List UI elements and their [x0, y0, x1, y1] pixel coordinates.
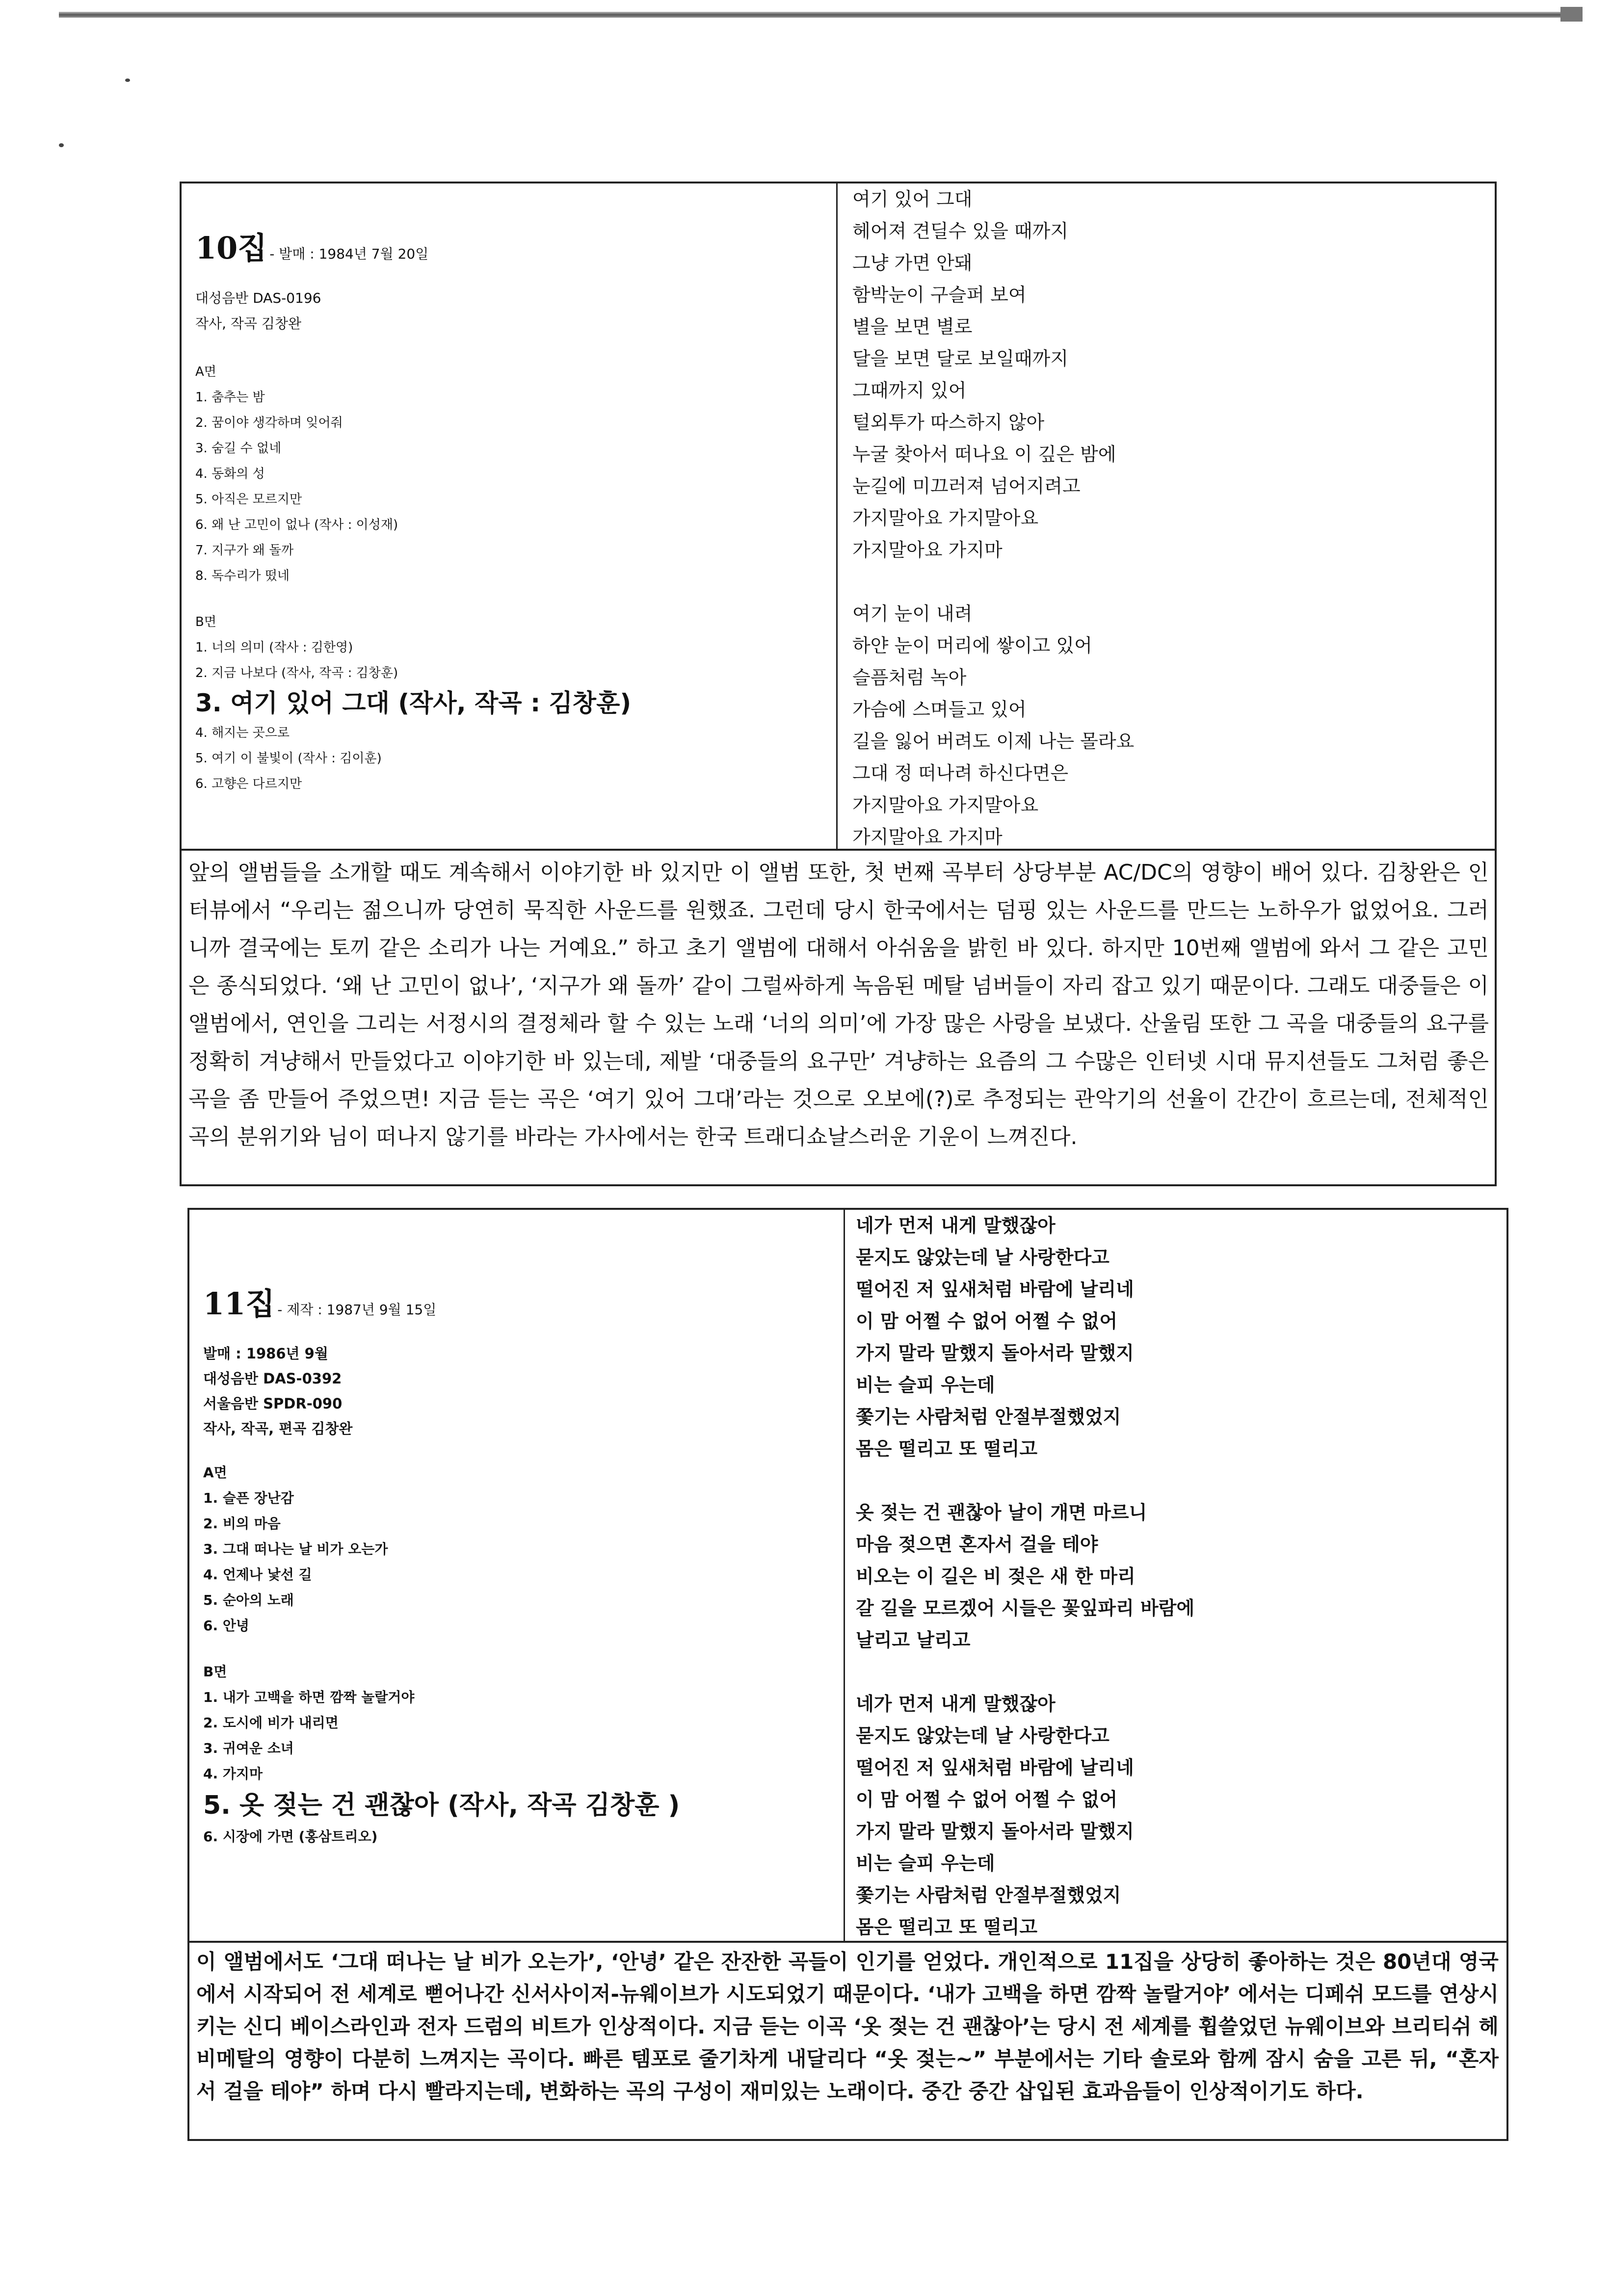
side-a-label: A면	[203, 1464, 227, 1481]
track-item: 3. 그대 떠나는 날 비가 오는가	[203, 1541, 388, 1557]
track-item: 6. 시장에 가면 (홍삼트리오)	[203, 1828, 378, 1845]
album-11-lyrics	[841, 1210, 1506, 1943]
lyric-line: 가지말아요 가지말아요	[852, 507, 1039, 529]
lyric-line: 가지 말라 말했지 돌아서라 말했지	[856, 1821, 1134, 1842]
track-item: 3. 숨길 수 없네	[195, 441, 282, 456]
lyric-line: 길을 잃어 버려도 이제 나는 몰라요	[852, 731, 1135, 752]
album-10-release-date: - 발매 : 1984년 7월 20일	[269, 246, 429, 262]
album-10-credit-line: 작사, 작곡 김창완	[195, 315, 302, 332]
album-10-number: 10집	[195, 230, 267, 266]
track-item: 3. 귀여운 소녀	[203, 1740, 294, 1756]
track-item: 1. 슬픈 장난감	[203, 1490, 294, 1506]
lyric-line: 별을 보면 별로	[852, 316, 973, 338]
lyric-line: 가지말아요 가지마	[852, 539, 1003, 561]
album-11-credit-line: 서울음반 SPDR-090	[203, 1395, 343, 1412]
lyric-line: 몸은 떨리고 또 떨리고	[856, 1438, 1038, 1460]
album-11-credit-line: 대성음반 DAS-0392	[203, 1370, 342, 1387]
lyric-line: 여기 있어 그대	[852, 188, 973, 210]
track-item: 2. 지금 나보다 (작사, 작곡 : 김창훈)	[195, 666, 398, 680]
album-11-credit-line: 작사, 작곡, 편곡 김창완	[203, 1420, 353, 1437]
track-item: 2. 도시에 비가 내리면	[203, 1715, 339, 1731]
lyric-line	[856, 1656, 1506, 1688]
lyric-line: 가슴에 스며들고 있어	[852, 699, 1027, 720]
lyric-line: 털외투가 따스하지 않아	[852, 412, 1045, 433]
album-11-info	[189, 1210, 845, 1943]
lyric-line: 떨어진 저 잎새처럼 바람에 날리네	[856, 1278, 1134, 1300]
album-11-credit-line: 발매 : 1986년 9월	[203, 1345, 328, 1362]
album-10-divider	[182, 849, 1495, 851]
featured-track: 3. 여기 있어 그대 (작사, 작곡 : 김창훈)	[195, 689, 632, 717]
lyric-line: 떨어진 저 잎새처럼 바람에 날리네	[856, 1757, 1134, 1778]
lyric-line: 옷 젖는 건 괜찮아 날이 개면 마르니	[856, 1502, 1147, 1523]
album-11-essay-text: 이 앨범에서도 ‘그대 떠나는 날 비가 오는가’, ‘안녕’ 같은 잔잔한 곡들이 인기를 얻었다. 개인적으로 11집을 상당히 좋아하는 것은 80년대 영국에서 시작되어 전 세계로 뻗어나간 신서사이저-뉴웨이브가 시도되었기 때문이다. ‘내가 고백을 하면 깜짝 놀랄거야’ 에서는 디페쉬 모드를 연상시키는 신디 베이스라인과 전자 드럼의 비트가 인상적이다. 지금 듣는 이곡 ‘옷 젖는 건 괜찮아’는 당시 전 세계를 휩쓸었던 뉴웨이브와 브리티쉬 헤비메탈의 영향이 다분히 느껴지는 곡이다. 빠른 템포로 줄기차게 내달리다 “옷 젖는~” 부분에서는 기타 솔로와 함께 잠시 숨을 고른 뒤, “혼자서 걸을 테야” 하며 다시 빨라지는데, 변화하는 곡의 구성이 재미있는 노래이다. 중간 중간 삽입된 효과음들이 인상적이기도 하다.	[196, 1950, 1499, 2103]
album-11-block	[187, 1208, 1508, 2141]
lyric-line: 몸은 떨리고 또 떨리고	[856, 1916, 1038, 1938]
lyric-line: 묻지도 않았는데 날 사랑한다고	[856, 1247, 1109, 1268]
album-10-info	[182, 183, 838, 851]
track-item: 5. 여기 이 불빛이 (작사 : 김이훈)	[195, 751, 382, 766]
lyric-line: 네가 먼저 내게 말했잖아	[856, 1693, 1056, 1715]
lyric-line	[852, 566, 1495, 598]
scan-top-edge-corner	[1560, 7, 1583, 22]
lyric-line: 눈길에 미끄러져 넘어지려고	[852, 475, 1081, 497]
album-10-credits	[195, 286, 836, 337]
track-item: 5. 아직은 모르지만	[195, 492, 302, 507]
lyric-line: 비는 슬피 우는데	[856, 1374, 995, 1396]
track-item: 1. 춤추는 밤	[195, 390, 265, 405]
lyric-line: 비는 슬피 우는데	[856, 1852, 995, 1874]
track-item: 4. 해지는 곳으로	[195, 726, 290, 740]
album-11-credits	[203, 1341, 844, 1441]
album-10-essay-text: 앞의 앨범들을 소개할 때도 계속해서 이야기한 바 있지만 이 앨범 또한, 첫 번째 곡부터 상당부분 AC/DC의 영향이 배어 있다. 김창완은 인터뷰에서 “우리는 젊으니까 당연히 묵직한 사운드를 원했죠. 그런데 당시 한국에서는 덤핑 있는 사운드를 만드는 노하우가 없었어요. 그러니까 결국에는 토끼 같은 소리가 나는 거예요.” 하고 초기 앨범에 대해서 아쉬움을 밝힌 바 있다. 하지만 10번째 앨범에 와서 그 같은 고민은 종식되었다. ‘왜 난 고민이 없나’, ‘지구가 왜 돌까’ 같이 그럴싸하게 녹음된 메탈 넘버들이 자리 잡고 있기 때문이다. 그래도 대중들은 이 앨범에서, 연인을 그리는 서정시의 결정체라 할 수 있는 노래 ‘너의 의미’에 가장 많은 사랑을 보냈다. 산울림 또한 그 곡을 대중들의 요구를 정확히 겨냥해서 만들었다고 이야기한 바 있는데, 제발 ‘대중들의 요구만’ 겨냥하는 요즘의 그 수많은 인터넷 시대 뮤지션들도 그처럼 좋은 곡을 좀 만들어 주었으면! 지금 듣는 곡은 ‘여기 있어 그대’라는 것으로 오보에(?)로 추정되는 관악기의 선율이 간간이 흐르는데, 전체적인 곡의 분위기와 님이 떠나지 않기를 바라는 가사에서는 한국 트래디쇼날스러운 기운이 느껴진다.	[188, 860, 1489, 1149]
side-b-label: B면	[195, 615, 216, 629]
track-item: 6. 왜 난 고민이 없나 (작사 : 이성재)	[195, 518, 398, 532]
lyric-line: 쫓기는 사람처럼 안절부절했었지	[856, 1884, 1121, 1906]
track-item: 5. 순아의 노래	[203, 1592, 294, 1608]
lyric-line: 누굴 찾아서 떠나요 이 깊은 밤에	[852, 444, 1116, 465]
track-item: 6. 안녕	[203, 1618, 249, 1634]
lyric-line: 비오는 이 길은 비 젖은 새 한 마리	[856, 1565, 1136, 1587]
track-item: 6. 고향은 다르지만	[195, 777, 302, 791]
track-item: 1. 너의 의미 (작사 : 김한영)	[195, 640, 353, 655]
scan-top-edge	[59, 12, 1560, 18]
album-11-tracklist	[203, 1460, 844, 1850]
lyric-line	[856, 1465, 1506, 1497]
lyric-line: 하얀 눈이 머리에 쌓이고 있어	[852, 635, 1092, 656]
track-item: 7. 지구가 왜 돌까	[195, 543, 294, 558]
track-item: 8. 독수리가 떴네	[195, 569, 290, 583]
featured-track: 5. 옷 젖는 건 괜찮아 (작사, 작곡 김창훈 )	[203, 1791, 680, 1820]
album-10-credit-line: 대성음반 DAS-0196	[195, 290, 321, 306]
lyric-line: 함박눈이 구슬퍼 보여	[852, 284, 1027, 306]
scan-speck	[59, 143, 64, 147]
track-item: 1. 내가 고백을 하면 깜짝 놀랄거야	[203, 1689, 415, 1705]
album-10-title	[195, 228, 836, 277]
lyric-line: 이 맘 어쩔 수 없어 어쩔 수 없어	[856, 1310, 1118, 1332]
lyric-line: 가지말아요 가지말아요	[852, 794, 1039, 816]
album-11-number: 11집	[203, 1286, 275, 1322]
track-item: 2. 꿈이야 생각하며 잊어줘	[195, 416, 343, 430]
track-item: 4. 가지마	[203, 1766, 263, 1782]
side-b-label: B면	[203, 1664, 227, 1680]
lyric-line: 헤어져 견딜수 있을 때까지	[852, 220, 1069, 242]
lyric-line: 달을 보면 달로 보일때까지	[852, 348, 1069, 369]
side-a-label: A면	[195, 365, 216, 379]
lyric-line: 묻지도 않았는데 날 사랑한다고	[856, 1725, 1109, 1747]
track-item: 4. 동화의 성	[195, 467, 265, 481]
album-10-essay	[182, 852, 1495, 1156]
lyric-line: 쫓기는 사람처럼 안절부절했었지	[856, 1406, 1121, 1428]
lyric-line: 슬픔처럼 녹아	[852, 667, 967, 688]
scan-speck	[125, 78, 130, 82]
album-11-essay	[189, 1944, 1506, 2108]
lyric-line: 마음 젖으면 혼자서 걸을 테야	[856, 1534, 1098, 1555]
lyric-line: 그냥 가면 안돼	[852, 252, 973, 274]
track-item: 2. 비의 마음	[203, 1515, 281, 1532]
album-11-production-date: - 제작 : 1987년 9월 15일	[277, 1302, 437, 1318]
album-10-block	[180, 182, 1497, 1186]
lyric-line: 네가 먼저 내게 말했잖아	[856, 1215, 1056, 1236]
lyric-line: 가지말아요 가지마	[852, 826, 1003, 848]
album-11-title	[203, 1283, 844, 1332]
track-item: 4. 언제나 낯선 길	[203, 1566, 312, 1583]
album-10-tracklist	[195, 359, 836, 797]
lyric-line: 여기 눈이 내려	[852, 603, 973, 625]
lyric-line: 날리고 날리고	[856, 1629, 971, 1651]
album-11-divider	[189, 1941, 1506, 1943]
lyric-line: 그때까지 있어	[852, 380, 967, 401]
lyric-line: 가지 말라 말했지 돌아서라 말했지	[856, 1342, 1134, 1364]
lyric-line: 이 맘 어쩔 수 없어 어쩔 수 없어	[856, 1789, 1118, 1810]
album-10-lyrics	[838, 183, 1495, 851]
lyric-line: 갈 길을 모르겠어 시들은 꽃잎파리 바람에	[856, 1597, 1195, 1619]
lyric-line: 그대 정 떠나려 하신다면은	[852, 762, 1069, 784]
